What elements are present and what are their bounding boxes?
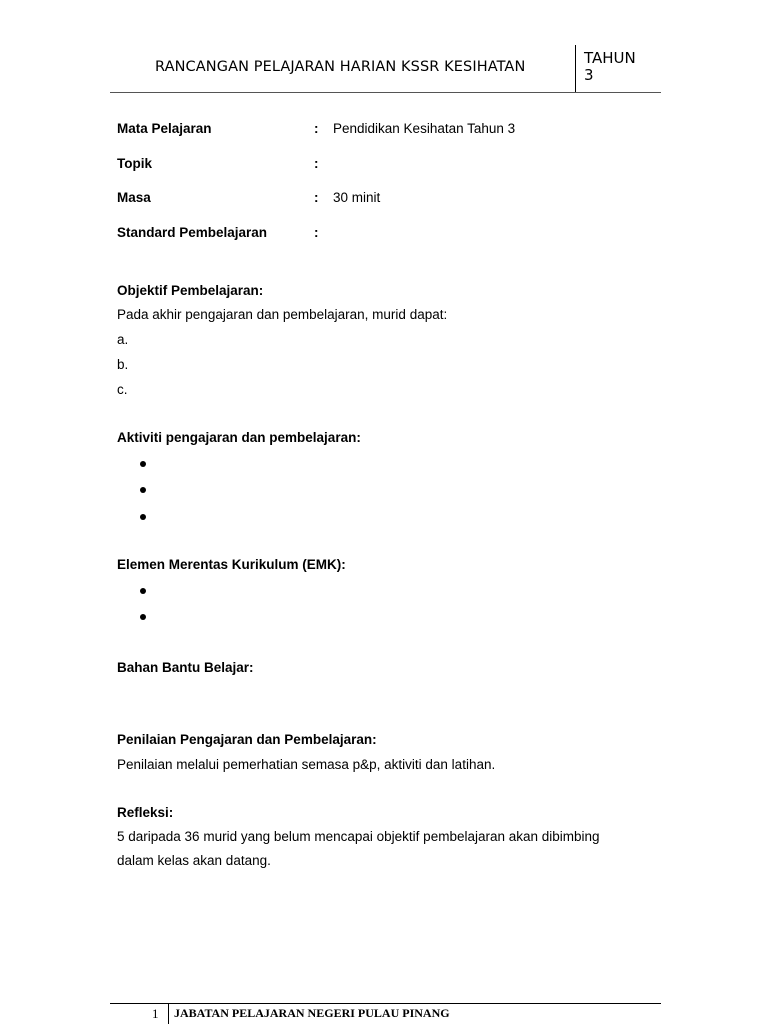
field-colon: : xyxy=(314,225,319,240)
assessment-text: Penilaian melalui pemerhatian semasa p&p, aktiviti dan latihan. xyxy=(117,757,496,772)
field-value: Pendidikan Kesihatan Tahun 3 xyxy=(333,121,516,136)
activity-bullet-icon xyxy=(140,514,146,520)
page-number: 1 xyxy=(152,1006,159,1021)
footer-divider xyxy=(110,1003,661,1004)
activity-bullet-icon xyxy=(140,461,146,467)
objective-item: b. xyxy=(117,357,129,372)
reflection-line: 5 daripada 36 murid yang belum mencapai objektif pembelajaran akan dibimbing xyxy=(117,829,600,844)
header-divider-vertical xyxy=(575,45,576,93)
field-colon: : xyxy=(314,121,319,136)
materials-heading: Bahan Bantu Belajar: xyxy=(117,660,254,675)
field-label: Masa xyxy=(117,190,151,205)
footer-divider-vertical xyxy=(168,1004,169,1024)
reflection-heading: Refleksi: xyxy=(117,805,174,820)
field-value: 30 minit xyxy=(333,190,381,205)
field-label: Standard Pembelajaran xyxy=(117,225,268,240)
header-year-label: TAHUN xyxy=(584,49,636,67)
objectives-heading: Objektif Pembelajaran: xyxy=(117,283,264,298)
activities-heading: Aktiviti pengajaran dan pembelajaran: xyxy=(117,430,361,445)
field-label: Mata Pelajaran xyxy=(117,121,212,136)
footer-department: JABATAN PELAJARAN NEGERI PULAU PINANG xyxy=(174,1006,450,1020)
objective-item: a. xyxy=(117,332,129,347)
field-colon: : xyxy=(314,156,319,171)
header-divider-horizontal xyxy=(110,92,661,93)
field-label: Topik xyxy=(117,156,152,171)
objectives-intro: Pada akhir pengajaran dan pembelajaran, murid dapat: xyxy=(117,307,448,322)
objective-item: c. xyxy=(117,382,128,397)
reflection-line: dalam kelas akan datang. xyxy=(117,853,271,868)
field-colon: : xyxy=(314,190,319,205)
emk-heading: Elemen Merentas Kurikulum (EMK): xyxy=(117,557,346,572)
emk-bullet-icon xyxy=(140,614,146,620)
header-year-box xyxy=(584,50,654,84)
page-header-title: RANCANGAN PELAJARAN HARIAN KSSR KESIHATAN xyxy=(155,59,526,75)
assessment-heading: Penilaian Pengajaran dan Pembelajaran: xyxy=(117,732,377,747)
activity-bullet-icon xyxy=(140,487,146,493)
header-year-number: 3 xyxy=(584,66,594,84)
emk-bullet-icon xyxy=(140,588,146,594)
